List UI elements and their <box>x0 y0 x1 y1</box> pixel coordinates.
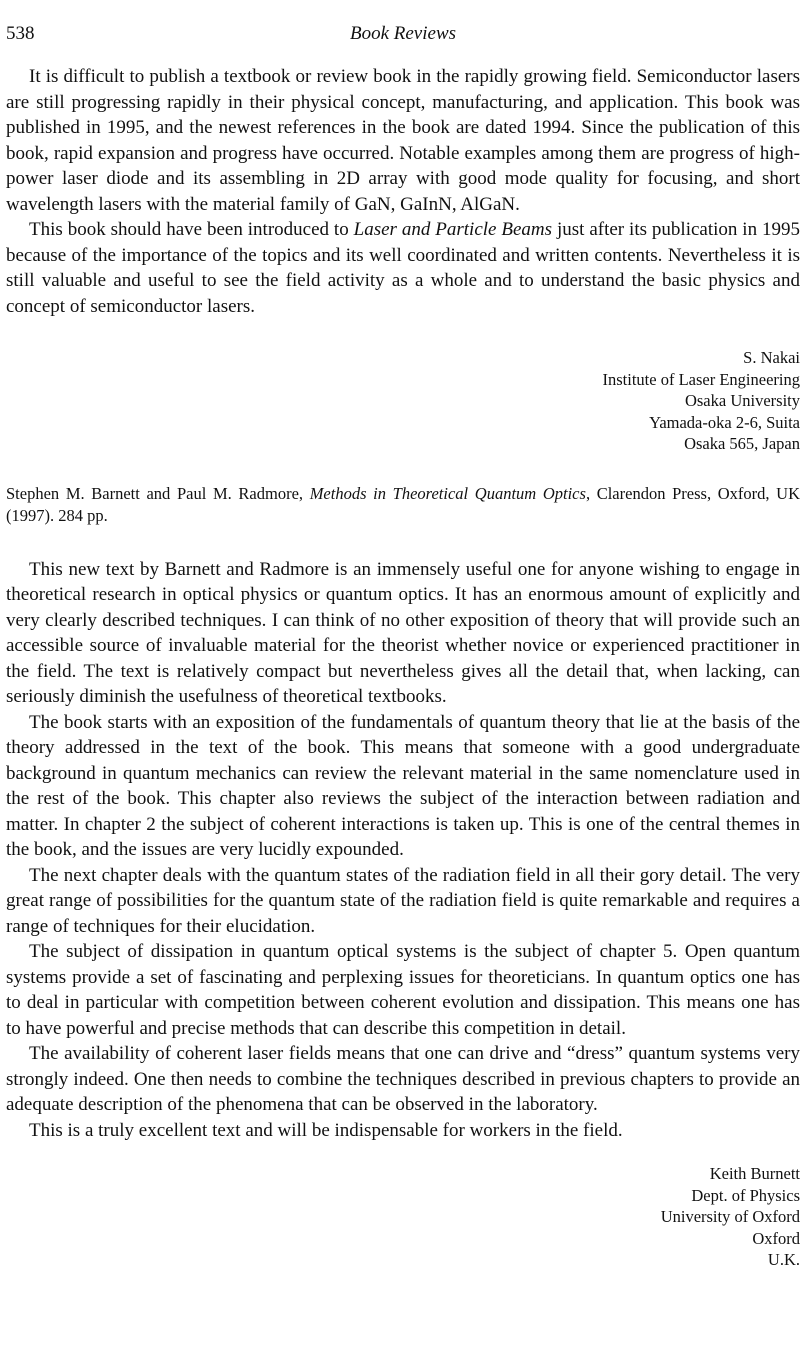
review1-paragraph-2 <box>6 217 800 319</box>
page-header <box>6 20 800 48</box>
review-quantum-optics <box>6 557 800 1144</box>
reviewer-university: University of Oxford <box>660 1207 800 1226</box>
review1-para2-after: just after its publication in 1995 because of the importance of the topics and its well coordinated and written contents. Nevertheless it is still valuable and useful to see the field activity as a whole and to understand the basic physics and concept of semiconductor lasers. <box>6 219 800 317</box>
citation-details: , Clarendon Press, Oxford, UK (1997). 284 pp. <box>6 483 800 525</box>
citation-authors: Stephen M. Barnett and Paul M. Radmore, <box>6 483 310 503</box>
review1-para2-before: This book should have been introduced to <box>29 219 354 240</box>
reviewer-affiliation: Institute of Laser Engineering <box>602 369 800 389</box>
review1-paragraph-1: It is difficult to publish a textbook or review book in the rapidly growing field. Semiconductor lasers are still progressing rapidly in their physical concept, manufacturing, and application. This book was published in 1995, and the newest references in the book are dated 1994. Since the publication of this book, rapid expansion and progress have occurred. Notable examples among them are progress of high-power laser diode and its assembling in 2D array with good mode quality for focusing, and short wavelength lasers with the material family of GaN, GaInN, AlGaN. <box>6 66 800 215</box>
journal-title: Laser and Particle Beams <box>353 219 553 240</box>
citation-title: Methods in Theoretical Quantum Optics <box>309 483 586 503</box>
review2-paragraph-6: This is a truly excellent text and will be indispensable for workers in the field. <box>29 1119 623 1141</box>
review2-paragraph-3: The next chapter deals with the quantum states of the radiation field in all their gory detail. The very great range of possibilities for the quantum state of the radiation field is quite remarkable and requires a range of techniques for their elucidation. <box>6 864 800 937</box>
book-citation <box>6 483 800 527</box>
reviewer-city: Osaka 565, Japan <box>684 434 800 453</box>
reviewer-address: Yamada-oka 2-6, Suita <box>649 412 800 432</box>
review2-signature <box>6 1163 800 1271</box>
reviewer-name: Keith Burnett <box>709 1164 800 1183</box>
review2-paragraph-5: The availability of coherent laser fields means that one can drive and “dress” quantum systems very strongly indeed. One then needs to combine the techniques described in previous chapters to provide an adequate description of the phenomena that can be observed in the laboratory. <box>6 1043 800 1115</box>
reviewer-city: Oxford <box>752 1228 800 1248</box>
review2-paragraph-2: The book starts with an exposition of the fundamentals of quantum theory that lie at the basis of the theory addressed in the text of the book. This means that someone with a good undergraduate background in quantum mechanics can review the relevant material in the same nomenclature used in the rest of the book. This chapter also reviews the subject of the interaction between radiation and matter. In chapter 2 the subject of coherent interactions is taken up. This is one of the central themes in the book, and the issues are very lucidly expounded. <box>6 711 800 860</box>
review2-paragraph-4: The subject of dissipation in quantum optical systems is the subject of chapter 5. Open quantum systems provide a set of fascinating and perplexing issues for theoreticians. In quantum optics one has to deal in particular with competition between coherent evolution and dissipation. This means one has to have powerful and precise methods that can describe this competition in detail. <box>6 941 800 1039</box>
review1-signature <box>6 347 800 455</box>
reviewer-name: S. Nakai <box>743 348 800 367</box>
reviewer-university: Osaka University <box>684 391 800 410</box>
reviewer-department: Dept. of Physics <box>691 1185 800 1205</box>
review2-paragraph-1: This new text by Barnett and Radmore is an immensely useful one for anyone wishing to engage in theoretical research in optical physics or quantum optics. It has an enormous amount of explicitly and very clearly described techniques. I can think of no other exposition of theory that will provide such an accessible source of invaluable material for the theorist whether novice or experienced practitioner in the field. The text is relatively compact but nevertheless gives all the detail that, when lacking, can seriously diminish the usefulness of theoretical textbooks. <box>6 558 800 707</box>
review-semiconductor-lasers <box>6 64 800 319</box>
page-number: 538 <box>6 23 35 44</box>
running-head: Book Reviews <box>349 23 457 44</box>
reviewer-country: U.K. <box>767 1250 800 1269</box>
